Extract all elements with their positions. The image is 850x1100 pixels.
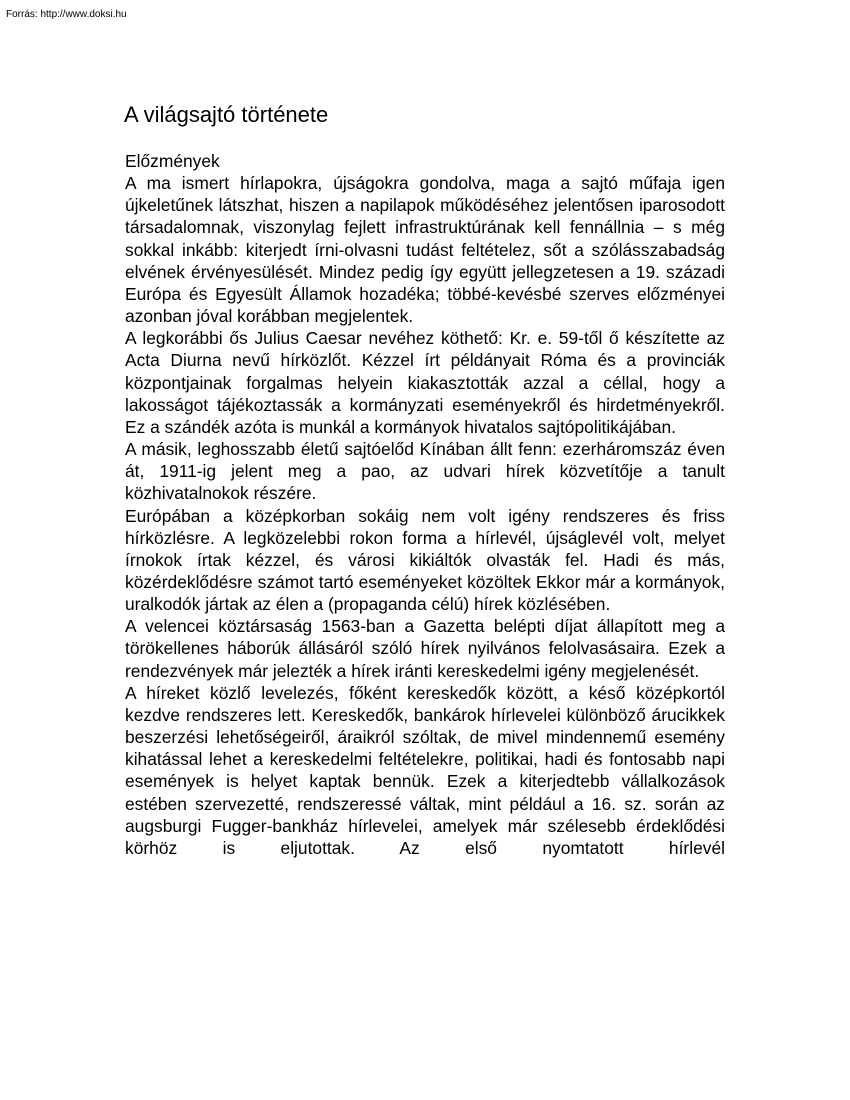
- paragraph-acta-diurna: A legkorábbi ős Julius Caesar nevéhez köthető: Kr. e. 59-től ő készítette az Acta Diurna nevű hírközlőt. Kézzel írt példányait Róma és a provinciák központjainak forgalmas helyein kiakasztották azzal a céllal, hogy a lakosságot tájékoztassák a kormányzati eseményekről és hirdetményekről. Ez a szándék azóta is munkál a kormányok hivatalos sajtópolitikájában.: [125, 328, 725, 437]
- paragraph-merchant-newsletters: A híreket közlő levelezés, főként kereskedők között, a késő középkortól kezdve rendszeres lett. Kereskedők, bankárok hírlevelei különböző árucikkek beszerzési lehetőségeiről, áraikról szóltak, de mivel mindennemű esemény kihatással lehet a kereskedelmi feltételekre, politikai, hadi és fontosabb napi események is helyet kaptak bennük. Ezek a kiterjedtebb vállalkozások estében szervezetté, rendszeressé váltak, mint például a 16. sz. során az augsburgi Fugger-bankház hírlevelei, amelyek már szélesebb érdeklődési körhöz is eljutottak. Az első nyomtatott hírlevél: [125, 682, 725, 858]
- document-body: [125, 150, 725, 859]
- paragraph-intro: A ma ismert hírlapokra, újságokra gondolva, maga a sajtó műfaja igen újkeletűnek látszhat, hiszen a napilapok működéséhez jelentősen iparosodott társadalomnak, viszonylag fejlett infrastruktúrának kell fennállnia – s még sokkal inkább: kiterjedt írni-olvasni tudást feltételez, sőt a szólásszabadság elvének érvényesülését. Mindez pedig így együtt jellegzetesen a 19. századi Európa és Egyesült Államok hozadéka; többé-kevésbé szerves előzményei azonban jóval korábban megjelentek.: [125, 173, 725, 327]
- paragraph-china-pao: A másik, leghosszabb életű sajtóelőd Kínában állt fenn: ezerháromszáz éven át, 1911-ig jelent meg a pao, az udvari hírek közvetítője a tanult közhivatalnokok részére.: [125, 439, 725, 504]
- paragraph-venice-gazetta: A velencei köztársaság 1563-ban a Gazetta belépti díjat állapított meg a törökellenes háborúk állásáról szóló hírek nyilvános felolvasásaira. Ezek a rendezvények már jelezték a hírek iránti kereskedelmi igény megjelenését.: [125, 616, 725, 681]
- section-heading: Előzmények: [125, 151, 220, 171]
- paragraph-medieval-europe: Európában a középkorban sokáig nem volt igény rendszeres és friss hírközlésre. A legközelebbi rokon forma a hírlevél, újságlevél volt, melyet írnokok írtak kézzel, és városi kikiáltók olvasták fel. Hadi és más, közérdeklődésre számot tartó eseményeket közöltek Ekkor már a kormányok, uralkodók jártak az élen a (propaganda célú) hírek közlésében.: [125, 505, 725, 615]
- page-title: A világsajtó története: [124, 102, 329, 127]
- source-url-label: Forrás: http://www.doksi.hu: [6, 9, 127, 20]
